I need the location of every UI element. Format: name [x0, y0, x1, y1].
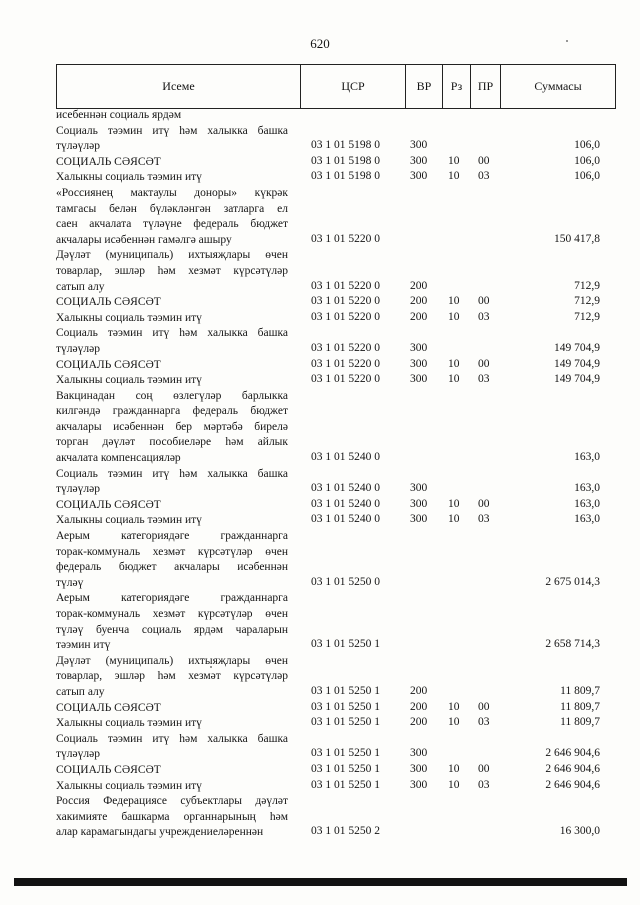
scan-speck	[566, 40, 568, 42]
row-csr-code: 03 1 01 5250 1	[311, 716, 380, 729]
table-row	[56, 311, 616, 327]
row-name	[56, 498, 288, 514]
row-vr-code: 300	[410, 373, 428, 386]
row-name-line: торак-коммуналь хезмәт күрсәтүләр өчен	[56, 608, 288, 620]
column-header-csr: ЦСР	[300, 65, 405, 108]
row-pr-code: 03	[478, 170, 490, 183]
row-amount: 2 675 014,3	[545, 575, 600, 588]
row-name-line: хакимияте башкарма органнарының һәм	[56, 810, 288, 823]
row-vr-code: 300	[410, 341, 428, 354]
row-name	[56, 794, 288, 841]
row-vr-code: 200	[410, 279, 428, 292]
table-row	[56, 654, 616, 701]
row-rz-code: 10	[448, 357, 460, 370]
row-rz-code: 10	[448, 700, 460, 713]
row-name-line: товарлар, эшләр һәм хезмәт күрсәтүләр	[56, 264, 288, 277]
row-amount: 11 809,7	[560, 684, 600, 697]
row-name	[56, 467, 288, 498]
row-csr-code: 03 1 01 5250 1	[311, 638, 380, 651]
row-name	[56, 170, 288, 186]
row-name-line: алар карамагындагы учреждениеләреннән	[56, 826, 264, 839]
row-amount: 149 704,9	[554, 373, 600, 386]
row-name-line: түләү	[56, 576, 84, 589]
row-pr-code: 00	[478, 762, 490, 775]
row-vr-code: 200	[410, 716, 428, 729]
row-pr-code: 00	[478, 700, 490, 713]
row-name	[56, 701, 288, 717]
row-csr-code: 03 1 01 5250 0	[311, 575, 380, 588]
row-csr-code: 03 1 01 5240 0	[311, 451, 380, 464]
row-vr-code: 300	[410, 747, 428, 760]
row-vr-code: 200	[410, 295, 428, 308]
row-name-line: Халыкны социаль тәэмин итү	[56, 717, 202, 730]
row-csr-code: 03 1 01 5220 0	[311, 373, 380, 386]
table-body	[56, 108, 616, 841]
row-amount: 163,0	[574, 513, 600, 526]
row-name	[56, 763, 288, 779]
row-name	[56, 591, 288, 653]
row-csr-code: 03 1 01 5240 0	[311, 497, 380, 510]
row-name-line: Социаль тәэмин итү һәм халыкка башка	[56, 327, 288, 340]
table-row	[56, 326, 616, 357]
row-name-line: Аерым категориядәге гражданнарга	[56, 530, 288, 543]
row-name	[56, 716, 288, 732]
row-pr-code: 00	[478, 357, 490, 370]
table-row	[56, 248, 616, 295]
row-amount: 106,0	[574, 139, 600, 152]
row-name-line: Социаль тәэмин итү һәм халыкка башка	[56, 467, 288, 480]
row-name-line: Дәүләт (муниципаль) ихтыяҗлары өчен	[56, 249, 288, 262]
row-rz-code: 10	[448, 513, 460, 526]
row-csr-code: 03 1 01 5250 1	[311, 700, 380, 713]
row-name-line: СОЦИАЛЬ СӘЯСӘТ	[56, 155, 161, 168]
row-vr-code: 300	[410, 497, 428, 510]
row-name-line: саен акчалата түләүне федераль бюджет	[56, 218, 288, 231]
row-rz-code: 10	[448, 295, 460, 308]
row-name-line: Халыкны социаль тәэмин итү	[56, 374, 202, 387]
row-name-line: торак-коммуналь хезмәт күрсәтүләр өчен	[56, 545, 288, 558]
row-name	[56, 358, 288, 374]
row-amount: 163,0	[574, 451, 600, 464]
row-name	[56, 513, 288, 529]
row-pr-code: 00	[478, 295, 490, 308]
row-name-line: Халыкны социаль тәэмин итү	[56, 514, 202, 527]
row-name-line: тәэмин итү	[56, 639, 111, 652]
row-vr-code: 300	[410, 482, 428, 495]
row-rz-code: 10	[448, 716, 460, 729]
row-name	[56, 373, 288, 389]
row-rz-code: 10	[448, 497, 460, 510]
scan-edge-bar	[14, 878, 627, 886]
row-amount: 2 646 904,6	[545, 778, 600, 791]
row-name-line: түләүләр	[56, 342, 100, 355]
row-name-line: түләүләр	[56, 483, 100, 496]
row-name-line: сатып алу	[56, 685, 105, 698]
row-name-line: акчалары исәбеннән бер мәртәбә бирелә	[56, 420, 288, 433]
row-name	[56, 529, 288, 591]
row-pr-code: 03	[478, 373, 490, 386]
row-vr-code: 300	[410, 762, 428, 775]
row-name-line: Россия Федерациясе субъектлары дәүләт	[56, 795, 288, 808]
row-rz-code: 10	[448, 373, 460, 386]
row-amount: 16 300,0	[559, 825, 600, 838]
row-name-line: исебеннән социаль ярдәм	[56, 109, 182, 121]
row-name-line: түләүләр	[56, 140, 100, 153]
row-rz-code: 10	[448, 154, 460, 167]
row-vr-code: 300	[410, 778, 428, 791]
row-csr-code: 03 1 01 5250 1	[311, 762, 380, 775]
row-name	[56, 186, 288, 248]
row-rz-code: 10	[448, 762, 460, 775]
row-name-line: Дәүләт (муниципаль) ихтыяҗлары өчен	[56, 654, 288, 667]
row-csr-code: 03 1 01 5220 0	[311, 357, 380, 370]
row-amount: 163,0	[574, 482, 600, 495]
row-amount: 106,0	[574, 170, 600, 183]
table-row	[56, 732, 616, 763]
row-amount: 150 417,8	[554, 232, 600, 245]
row-pr-code: 03	[478, 716, 490, 729]
row-name-line: Аерым категориядәге гражданнарга	[56, 592, 288, 605]
table-header	[56, 64, 616, 109]
row-amount: 163,0	[574, 497, 600, 510]
row-amount: 712,9	[574, 310, 600, 323]
row-name-line: Халыкны социаль тәэмин итү	[56, 779, 202, 792]
row-name-line: торган дәүләт пособиеләре һәм айлык	[56, 436, 288, 449]
row-name	[56, 654, 288, 701]
row-vr-code: 300	[410, 154, 428, 167]
row-name	[56, 108, 288, 124]
row-rz-code: 10	[448, 170, 460, 183]
row-amount: 11 809,7	[560, 700, 600, 713]
row-name-line: түләүләр	[56, 748, 100, 761]
table-row	[56, 155, 616, 171]
table-row	[56, 467, 616, 498]
row-csr-code: 03 1 01 5250 2	[311, 825, 380, 838]
row-amount: 149 704,9	[554, 357, 600, 370]
table-row	[56, 389, 616, 467]
row-csr-code: 03 1 01 5220 0	[311, 341, 380, 354]
table-row	[56, 373, 616, 389]
row-vr-code: 300	[410, 139, 428, 152]
table-row	[56, 779, 616, 795]
row-vr-code: 200	[410, 310, 428, 323]
row-amount: 712,9	[574, 295, 600, 308]
table-row	[56, 701, 616, 717]
table-row	[56, 716, 616, 732]
row-csr-code: 03 1 01 5250 1	[311, 778, 380, 791]
row-amount: 106,0	[574, 154, 600, 167]
row-name-line: СОЦИАЛЬ СӘЯСӘТ	[56, 296, 161, 309]
row-name-line: килгәндә гражданнарга федераль бюджет	[56, 405, 288, 418]
row-name	[56, 779, 288, 795]
row-name	[56, 248, 288, 295]
row-name-line: тамгасы белән бүләкләнгән затларга ел	[56, 202, 288, 215]
table-row	[56, 529, 616, 591]
table-row	[56, 794, 616, 841]
row-amount: 2 658 714,3	[545, 638, 600, 651]
row-rz-code: 10	[448, 778, 460, 791]
page-number: 620	[310, 36, 330, 51]
table-row	[56, 498, 616, 514]
row-name-line: СОЦИАЛЬ СӘЯСӘТ	[56, 358, 161, 371]
row-pr-code: 03	[478, 778, 490, 791]
row-pr-code: 00	[478, 154, 490, 167]
table-row	[56, 358, 616, 374]
row-name-line: Социаль тәэмин итү һәм халыкка башка	[56, 732, 288, 745]
row-csr-code: 03 1 01 5198 0	[311, 139, 380, 152]
row-name-line: СОЦИАЛЬ СӘЯСӘТ	[56, 701, 161, 714]
row-csr-code: 03 1 01 5198 0	[311, 170, 380, 183]
row-name-line: СОЦИАЛЬ СӘЯСӘТ	[56, 763, 161, 776]
row-pr-code: 03	[478, 513, 490, 526]
row-name	[56, 389, 288, 467]
row-vr-code: 200	[410, 700, 428, 713]
row-amount: 11 809,7	[560, 716, 600, 729]
row-name-line: сатып алу	[56, 280, 105, 293]
row-vr-code: 300	[410, 357, 428, 370]
column-header-rz: Рз	[442, 65, 470, 108]
row-name-line: акчалата компенсацияләр	[56, 452, 181, 465]
row-csr-code: 03 1 01 5220 0	[311, 295, 380, 308]
row-name-line: товарлар, эшләр һәм хезмәт күрсәтүләр	[56, 670, 288, 683]
row-name	[56, 311, 288, 327]
column-header-pr: ПР	[470, 65, 500, 108]
row-name-line: федераль бюджет акчалары исәбеннән	[56, 561, 288, 574]
row-csr-code: 03 1 01 5250 1	[311, 747, 380, 760]
row-csr-code: 03 1 01 5220 0	[311, 232, 380, 245]
row-vr-code: 200	[410, 684, 428, 697]
table-row	[56, 170, 616, 186]
row-name-line: Вакцинадан соң өзлегүләр барлыкка	[56, 389, 288, 402]
row-rz-code: 10	[448, 310, 460, 323]
row-name	[56, 155, 288, 171]
table-row	[56, 591, 616, 653]
row-name-line: түләү буенча социаль ярдәм чараларын	[56, 623, 288, 636]
row-name	[56, 326, 288, 357]
table-row	[56, 513, 616, 529]
row-amount: 712,9	[574, 279, 600, 292]
row-name-line: «Россиянең мактаулы доноры» күкрәк	[56, 186, 288, 199]
table-row	[56, 108, 616, 124]
row-csr-code: 03 1 01 5250 1	[311, 684, 380, 697]
row-csr-code: 03 1 01 5240 0	[311, 482, 380, 495]
row-csr-code: 03 1 01 5220 0	[311, 310, 380, 323]
row-amount: 2 646 904,6	[545, 762, 600, 775]
row-vr-code: 300	[410, 513, 428, 526]
row-csr-code: 03 1 01 5240 0	[311, 513, 380, 526]
row-pr-code: 00	[478, 497, 490, 510]
table-row	[56, 295, 616, 311]
row-name-line: Халыкны социаль тәэмин итү	[56, 311, 202, 324]
row-name-line: акчалары исәбеннән гамәлгә ашыру	[56, 233, 232, 246]
table-row	[56, 124, 616, 155]
row-name-line: СОЦИАЛЬ СӘЯСӘТ	[56, 498, 161, 511]
row-vr-code: 300	[410, 170, 428, 183]
table-row	[56, 186, 616, 248]
column-header-amount: Суммасы	[500, 65, 615, 108]
row-csr-code: 03 1 01 5198 0	[311, 154, 380, 167]
row-name	[56, 732, 288, 763]
column-header-name: Исеме	[162, 79, 195, 93]
table-row	[56, 763, 616, 779]
row-pr-code: 03	[478, 310, 490, 323]
row-csr-code: 03 1 01 5220 0	[311, 279, 380, 292]
row-amount: 2 646 904,6	[545, 747, 600, 760]
row-name-line: Халыкны социаль тәэмин итү	[56, 171, 202, 184]
row-name	[56, 295, 288, 311]
column-header-vr: ВР	[405, 65, 442, 108]
row-amount: 149 704,9	[554, 341, 600, 354]
row-name	[56, 124, 288, 155]
row-name-line: Социаль тәэмин итү һәм халыкка башка	[56, 124, 288, 137]
